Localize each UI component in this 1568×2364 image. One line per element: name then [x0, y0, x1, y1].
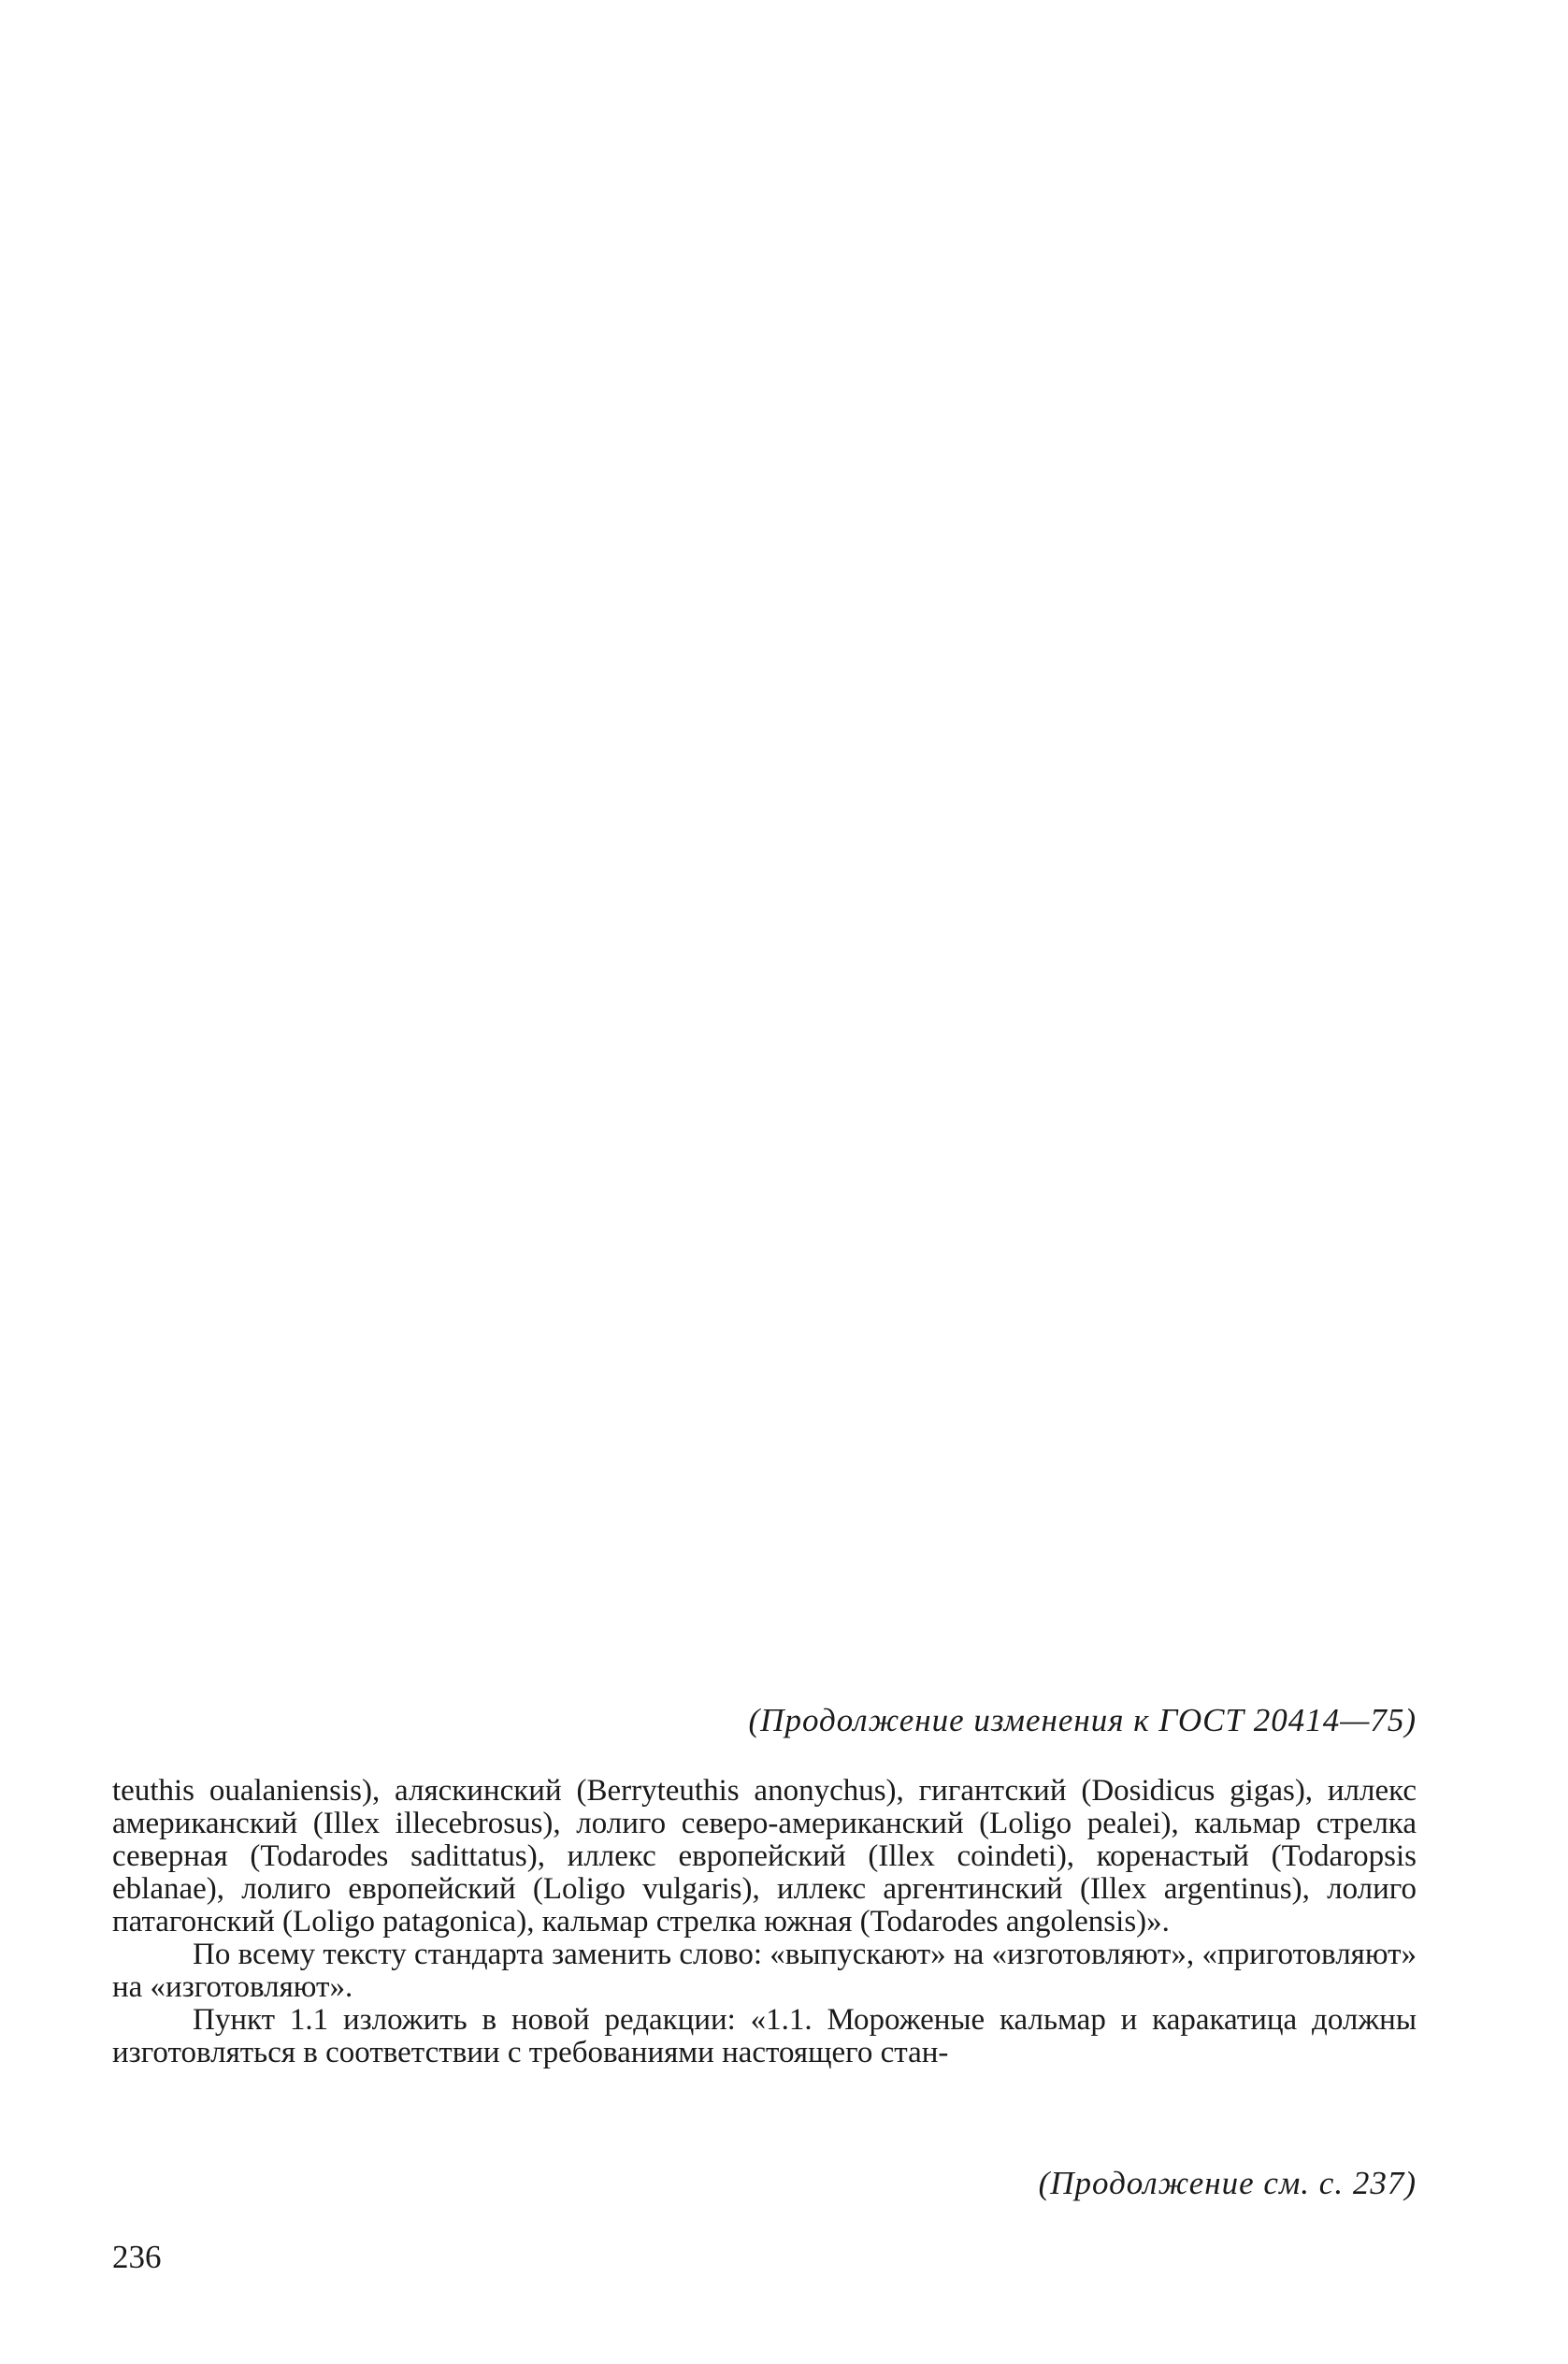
- paragraph-species-list: teuthis oualaniensis), аляскинский (Berryteuthis anonychus), гигантский (Dosidicus gigas), иллекс американский (Illex illecebrosus), лолиго северо-американский (Loligo pealei), кальмар стрелка северная (Todarodes sadittatus), иллекс европейский (Illex coindeti), коренастый (Todaropsis eblanae), лолиго европейский (Loligo vulgaris), иллекс аргентинский (Illex argentinus), лолиго патагонский (Loligo patagonica), кальмар стрелка южная (Todarodes angolensis)».: [112, 1774, 1417, 1939]
- body-text: [112, 1775, 1417, 2069]
- continuation-header: (Продолжение изменения к ГОСТ 20414—75): [748, 1702, 1417, 1738]
- page-number: 236: [112, 2239, 162, 2275]
- continuation-reference: (Продолжение см. с. 237): [1038, 2165, 1417, 2201]
- paragraph-clause-1-1: Пункт 1.1 изложить в новой редакции: «1.1. Мороженые кальмар и каракатица должны изготовляться в соответствии с требованиями настоящего стан-: [112, 2003, 1417, 2069]
- paragraph-word-replacement: По всему тексту стандарта заменить слово: «выпускают» на «изготовляют», «приготовляют» на «изготовляют».: [112, 1938, 1417, 2004]
